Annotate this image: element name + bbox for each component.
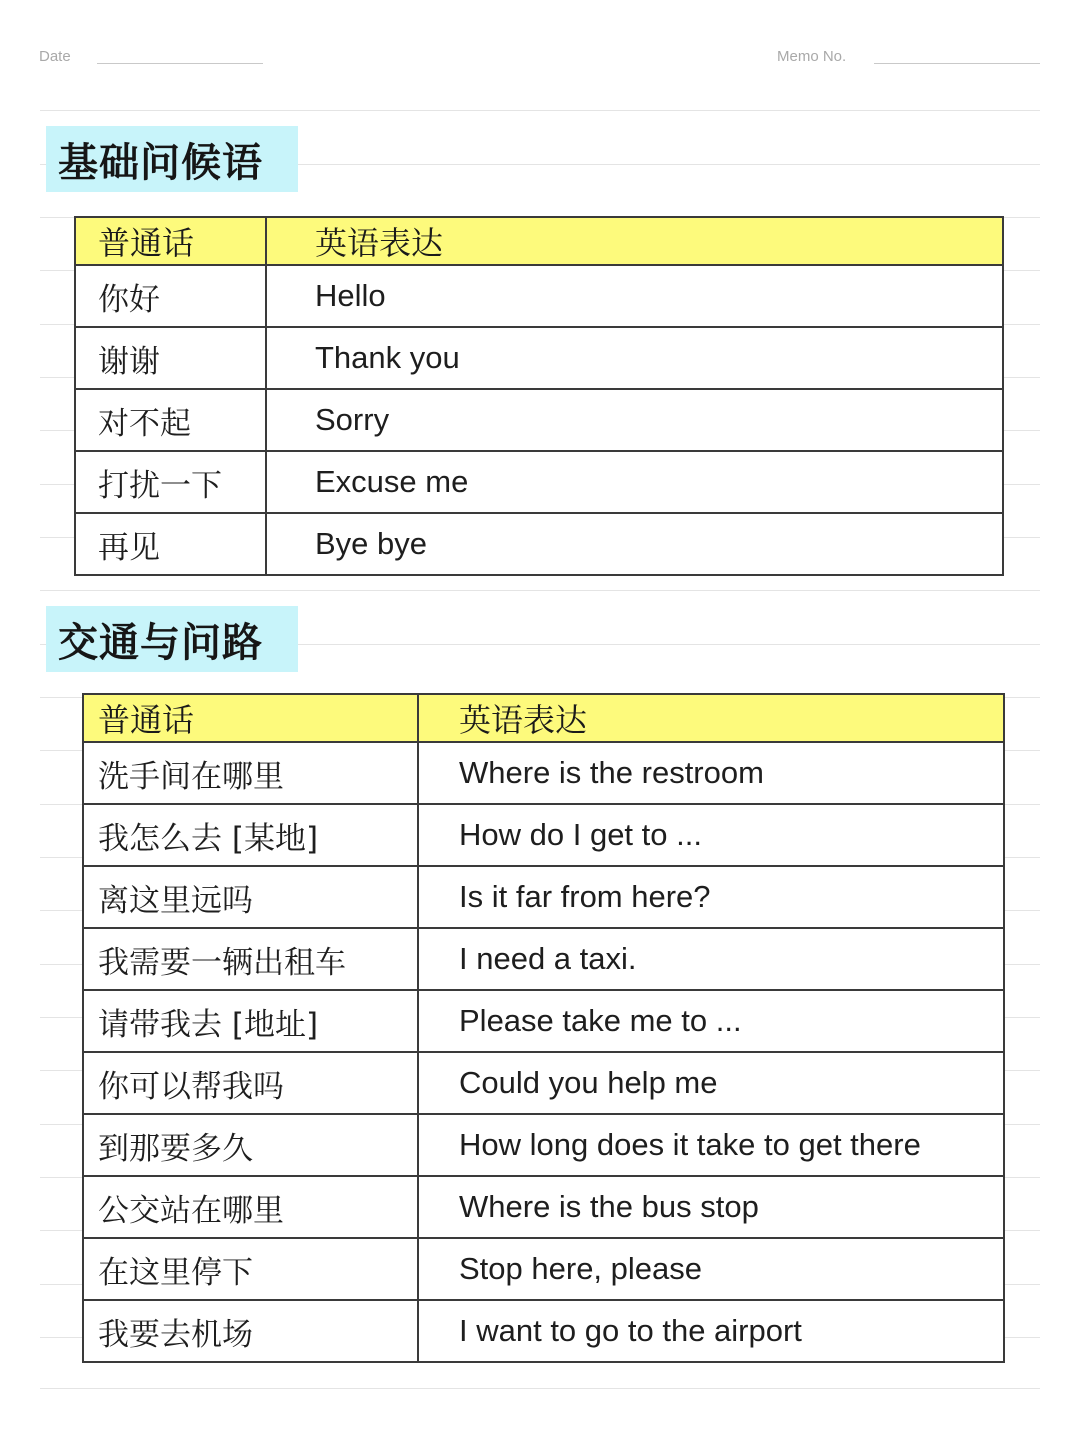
column-header-english: 英语表达 <box>266 217 1003 265</box>
table-row <box>75 265 1003 327</box>
mandarin-cell: 在这里停下 <box>83 1238 418 1300</box>
table-row <box>83 928 1004 990</box>
english-cell: Excuse me <box>266 451 1003 513</box>
table-row <box>75 513 1003 575</box>
table-row <box>83 1238 1004 1300</box>
table-row <box>83 1114 1004 1176</box>
mandarin-cell: 我需要一辆出租车 <box>83 928 418 990</box>
mandarin-cell: 请带我去 [地址] <box>83 990 418 1052</box>
greetings-table <box>74 216 1004 576</box>
mandarin-cell: 对不起 <box>75 389 266 451</box>
memo-label: Memo No. <box>777 48 847 65</box>
english-cell: Where is the restroom <box>418 742 1004 804</box>
column-header-mandarin: 普通话 <box>75 217 266 265</box>
mandarin-cell: 我怎么去 [某地] <box>83 804 418 866</box>
column-header-mandarin: 普通话 <box>83 694 418 742</box>
mandarin-cell: 再见 <box>75 513 266 575</box>
english-cell: I want to go to the airport <box>418 1300 1004 1362</box>
english-cell: Stop here, please <box>418 1238 1004 1300</box>
memo-line <box>874 63 1040 64</box>
section-title-transport: 交通与问路 <box>46 606 298 672</box>
table-row <box>83 990 1004 1052</box>
table-row <box>83 866 1004 928</box>
table-header-row <box>83 694 1004 742</box>
date-line <box>97 63 263 64</box>
column-header-english: 英语表达 <box>418 694 1004 742</box>
mandarin-cell: 你可以帮我吗 <box>83 1052 418 1114</box>
section-title-greetings: 基础问候语 <box>46 126 298 192</box>
english-cell: Please take me to ... <box>418 990 1004 1052</box>
english-cell: Where is the bus stop <box>418 1176 1004 1238</box>
mandarin-cell: 打扰一下 <box>75 451 266 513</box>
mandarin-cell: 我要去机场 <box>83 1300 418 1362</box>
english-cell: How long does it take to get there <box>418 1114 1004 1176</box>
table-header-row <box>75 217 1003 265</box>
date-label: Date <box>39 48 71 65</box>
mandarin-cell: 公交站在哪里 <box>83 1176 418 1238</box>
english-cell: Sorry <box>266 389 1003 451</box>
mandarin-cell: 谢谢 <box>75 327 266 389</box>
table-row <box>75 327 1003 389</box>
table-row <box>83 1052 1004 1114</box>
transport-table <box>82 693 1005 1363</box>
english-cell: Bye bye <box>266 513 1003 575</box>
table-row <box>75 451 1003 513</box>
mandarin-cell: 洗手间在哪里 <box>83 742 418 804</box>
mandarin-cell: 你好 <box>75 265 266 327</box>
table-row <box>75 389 1003 451</box>
english-cell: Could you help me <box>418 1052 1004 1114</box>
english-cell: How do I get to ... <box>418 804 1004 866</box>
table-row <box>83 742 1004 804</box>
mandarin-cell: 到那要多久 <box>83 1114 418 1176</box>
table-row <box>83 1176 1004 1238</box>
english-cell: I need a taxi. <box>418 928 1004 990</box>
english-cell: Is it far from here? <box>418 866 1004 928</box>
mandarin-cell: 离这里远吗 <box>83 866 418 928</box>
english-cell: Thank you <box>266 327 1003 389</box>
english-cell: Hello <box>266 265 1003 327</box>
table-row <box>83 804 1004 866</box>
table-row <box>83 1300 1004 1362</box>
